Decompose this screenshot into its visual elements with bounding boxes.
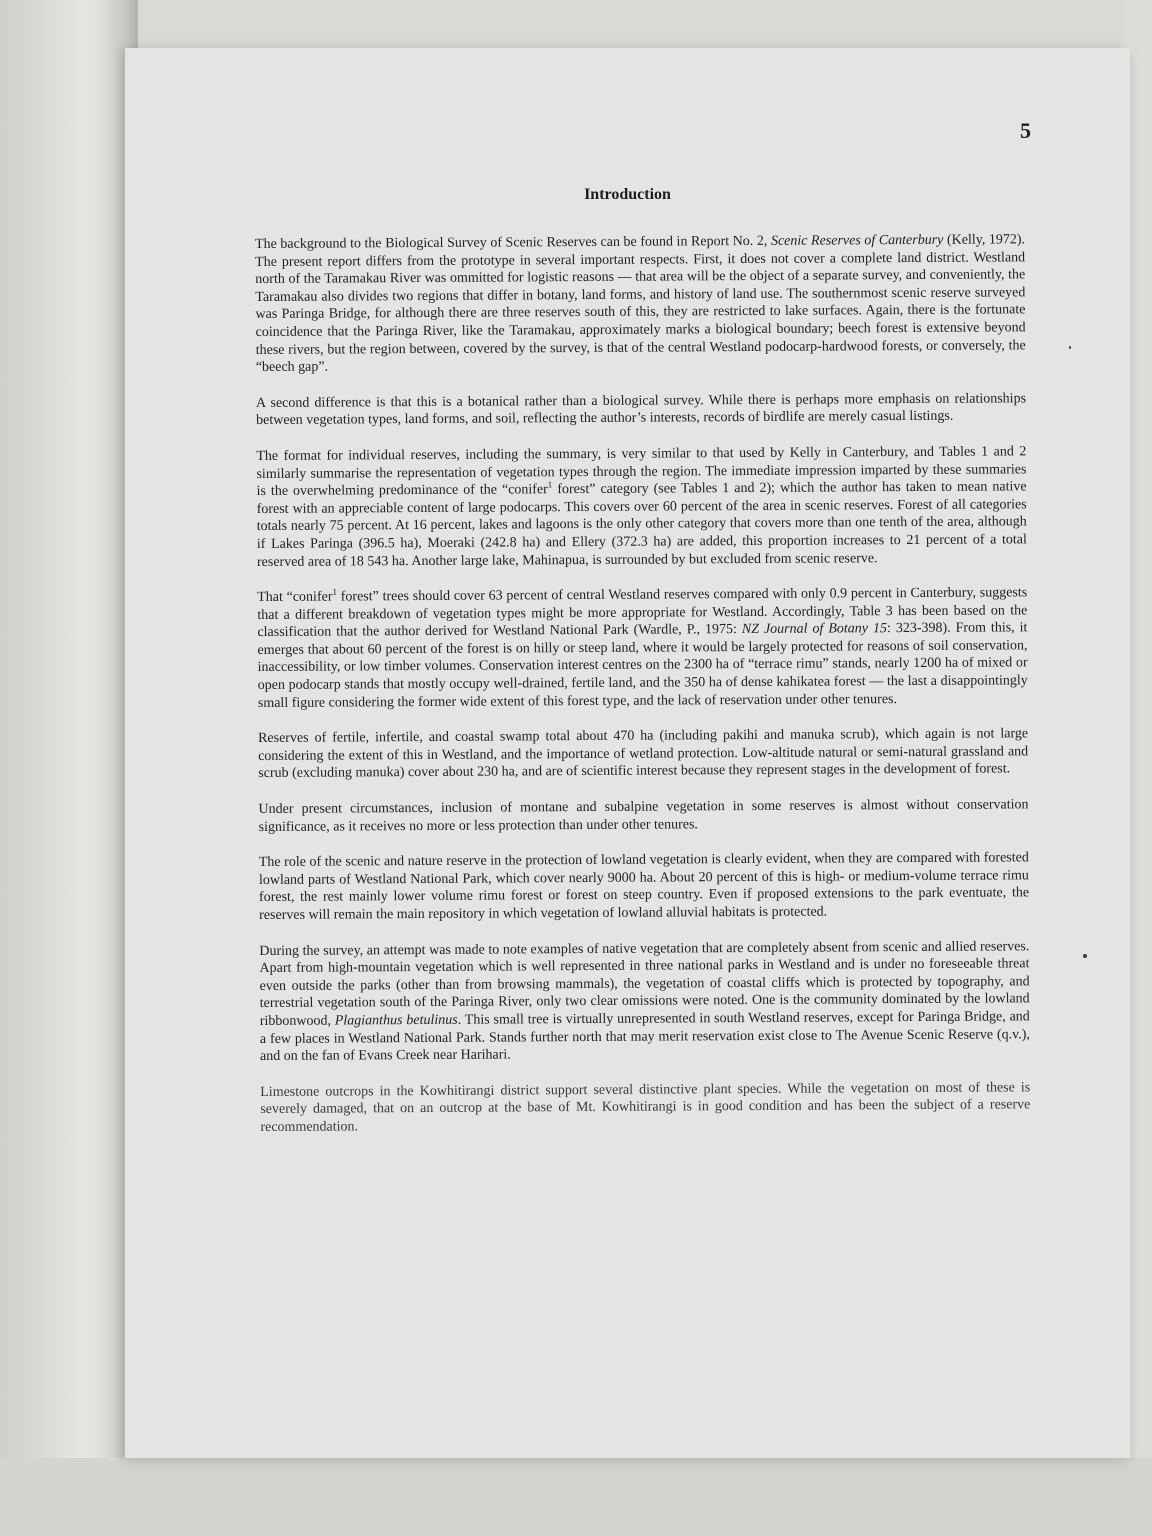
page-number: 5 [1020, 118, 1031, 143]
paragraph-4-text-cont: forest” trees should cover 63 percent of central Westland reserves compared with only 0.9 percent in Canterbury, suggests that a different breakdown of vegetation types might be more appropriate for Westland. Accordingly, Table 3 has been based on the classification that the author derived for Westland National Park (Wardle, P., 1975: [257, 585, 1028, 641]
page-title: Introduction [584, 186, 671, 203]
table-surface [0, 1458, 1152, 1536]
paragraph-4-italic-citation: NZ Journal of Botany 15 [741, 621, 887, 638]
document-page [125, 48, 1130, 1458]
paragraph-1-italic-title: Scenic Reserves of Canterbury [770, 232, 944, 249]
paragraph-7: The role of the scenic and nature reserve in the protection of lowland vegetation is clearly evident, when they are compared with forested lowland parts of Westland National Park, which cover nearly 9000 ha. About 20 percent of this is high- or medium-volume terrace rimu forest, the rest mainly lower volume rimu forest or forest on steep country. Even if proposed extensions to the park eventuate, the reserves will remain the main repository in which vegetation of lowland alluvial habitats is protected. [258, 850, 1030, 923]
footnote-marker: 1 [332, 586, 337, 597]
paragraph-4 [257, 584, 1028, 712]
paragraph-5: Reserves of fertile, infertile, and coastal swamp total about 470 ha (including pakihi and manuka scrub), which again is not large considering the extent of this in Westland, and the importance of wetland protection. Low-altitude natural or semi-natural grassland and scrub (excluding manuka) cover about 230 ha, and are of scientific interest because they represent stages in the development of forest. [258, 726, 1029, 782]
paragraph-1-text-cont: (Kelly, 1972). The present report differs from the prototype in several important respects. First, it does not cover a complete land district. Westland north of the Taramakau River was ommitted for logistic reasons — that area will be the object of a separate survey, and conveniently, the Taramakau also divides two regions that differ in botany, land forms, and history of land use. The southernmost scenic reserve surveyed was Paringa Bridge, for although there are three reserves south of this, they are restricted to lake surfaces. Again, there is the fortunate coincidence that the Paringa River, like the Taramakau, approximately marks a biological boundary; beech forest is extensive beyond these rivers, but the region between, covered by the survey, is that of the central Westland podocarp-hardwood forests, or conversely, the “beech gap”. [255, 232, 1026, 376]
paragraph-1-text: The background to the Biological Survey of Scenic Reserves can be found in Report No. 2, [255, 233, 771, 252]
footnote-marker: 1 [547, 479, 553, 490]
paragraph-3 [256, 443, 1027, 571]
paragraph-8-text-cont: . This small tree is virtually unrepresented in south Westland reserves, except for Paringa Bridge, and a few places in Westland National Park. Stands further north that may merit reservation exist close to The Avenue Scenic Reserve (q.v.), and on the fan of Evans Creek near Harihari. [259, 1009, 1030, 1065]
paragraph-4-text: That “conifer [257, 589, 333, 606]
paragraph-6: Under present circumstances, inclusion of montane and subalpine vegetation in some reserves is almost without conservation significance, as it receives no more or less protection than under other tenures. [258, 797, 1029, 835]
paragraph-8-italic-species: Plagianthus betulinus [334, 1012, 458, 1029]
ink-dot-mark [1083, 954, 1087, 958]
paragraph-2: A second difference is that this is a botanical rather than a biological survey. While there is perhaps more emphasis on relationships between vegetation types, land forms, and soil, reflecting the author’s interests, records of birdlife are merely casual listings. [255, 391, 1027, 429]
previous-page-edge [0, 0, 135, 1536]
paragraph-9: Limestone outcrops in the Kowhitirangi district support several distinctive plant species. While the vegetation on most of these is severely damaged, that on an outcrop at the base of Mt. Kowhitirangi is in good condition and has been the subject of a reserve recommendation. [260, 1080, 1031, 1135]
ink-dot-mark [1069, 346, 1071, 349]
paragraph-3-text-cont: forest” category (see Tables 1 and 2); which the author has taken to mean native forest with an appreciable content of large podocarps. This covers over 60 percent of the area in scenic reserves. Forest of all categories totals nearly 75 percent. At 16 percent, lakes and lagoons is the only other category that covers more than one tenth of the area, although if Lakes Paringa (396.5 ha), Moeraki (242.8 ha) and Ellery (372.3 ha) are added, this proportion increases to 21 percent of a total reserved area of 18 543 ha. Another large lake, Mahinapua, is surrounded by but excluded from scenic reserve. [256, 479, 1027, 570]
paragraph-4-text-end: : 323-398). From this, it emerges that about 60 percent of the forest is on hilly or steep land, where it would be largely protected for reasons of soil conservation, inaccessibility, or low timber volumes. Conservation interest centres on the 2300 ha of “terrace rimu” stands, nearly 1200 ha of mixed or open podocarp stands that mostly occupy well-drained, fertile land, and the 350 ha of dense kahikatea forest — the last a disappointingly small figure considering the former wide extent of this forest type, and the lack of reservation under other tenures. [257, 620, 1028, 711]
paragraph-1 [255, 231, 1026, 376]
paragraph-8 [259, 938, 1030, 1066]
paragraph-8-text: During the survey, an attempt was made to note examples of native vegetation that are completely absent from scenic and allied reserves. Apart from high-mountain vegetation which is well represented in three national parks in Westland and is under no foreseeable threat even outside the parks (other than from browsing mammals), the vegetation of coastal cliffs which is protected by topography, and terrestrial vegetation south of the Paringa River, only two clear omissions were noted. One is the community dominated by the lowland ribbonwood, [259, 938, 1030, 1029]
paragraph-3-text: The format for individual reserves, including the summary, is very similar to that used by Kelly in Canterbury, and Tables 1 and 2 similarly summarise the representation of vegetation types through the region. The immediate impression imparted by these summaries is the overwhelming predominance of the “conifer [256, 444, 1027, 500]
body-text [255, 231, 1031, 1154]
